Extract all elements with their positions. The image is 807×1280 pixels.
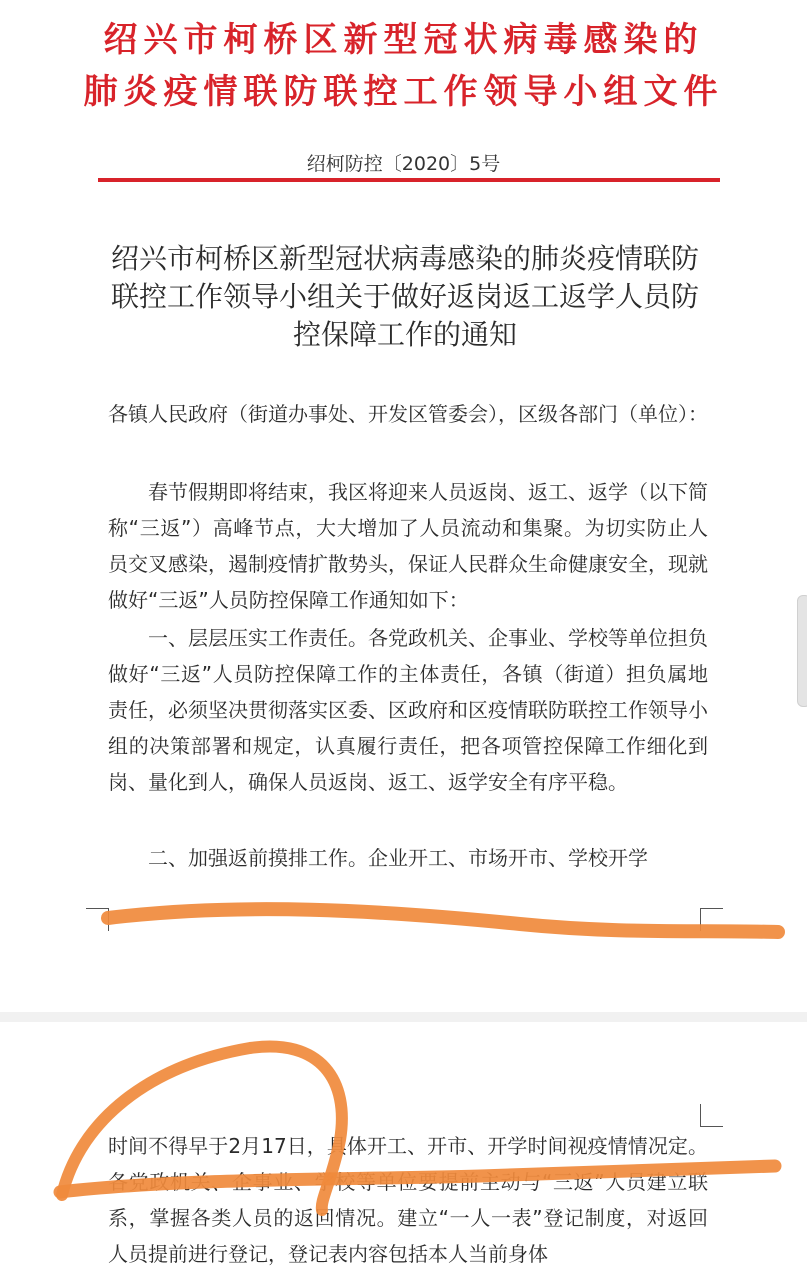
document-number: 绍柯防控〔2020〕5号 (306, 153, 501, 175)
document-title: 绍兴市柯桥区新型冠状病毒感染的肺炎疫情联防联控工作领导小组关于做好返岗返工返学人员防控保障工作的通知 (110, 242, 699, 351)
document-header-line-2: 肺炎疫情联防联控工作领导小组文件 (83, 72, 724, 112)
page-corner-mark-top-right (700, 1104, 723, 1127)
document-header-line-1: 绍兴市柯桥区新型冠状病毒感染的 (103, 20, 704, 60)
page-corner-mark-right (700, 908, 723, 931)
paragraph-section-1: 一、层层压实工作责任。各党政机关、企事业、学校等单位担负做好“三返”人员防控保障工作的主体责任，各镇（街道）担负属地责任，必须坚决贯彻落实区委、区政府和区疫情联防联控工作领导小组的决策部署和规定，认真履行责任，把各项管控保障工作细化到岗、量化到人，确保人员返岗、返工、返学安全有序平稳。 (108, 626, 708, 794)
red-divider-line (98, 178, 720, 182)
scrollbar-handle[interactable] (797, 595, 807, 707)
addressee-line: 各镇人民政府（街道办事处、开发区管委会），区级各部门（单位）： (108, 402, 708, 426)
paragraph-intro: 春节假期即将结束，我区将迎来人员返岗、返工、返学（以下简称“三返”）高峰节点，大大增加了人员流动和集聚。为切实防止人员交叉感染，遏制疫情扩散势头，保证人民群众生命健康安全，现就做好“三返”人员防控保障工作通知如下： (108, 480, 708, 612)
paragraph-continued: 时间不得早于2月17日，具体开工、开市、开学时间视疫情情况定。各党政机关、企事业、学校等单位要提前主动与“三返”人员建立联系，掌握各类人员的返回情况。建立“一人一表”登记制度，对返回人员提前进行登记，登记表内容包括本人当前身体 (108, 1134, 708, 1266)
document-page-2 (0, 1022, 807, 1280)
page-corner-mark-left (86, 908, 109, 931)
paragraph-section-2: 二、加强返前摸排工作。企业开工、市场开市、学校开学 (148, 846, 648, 870)
